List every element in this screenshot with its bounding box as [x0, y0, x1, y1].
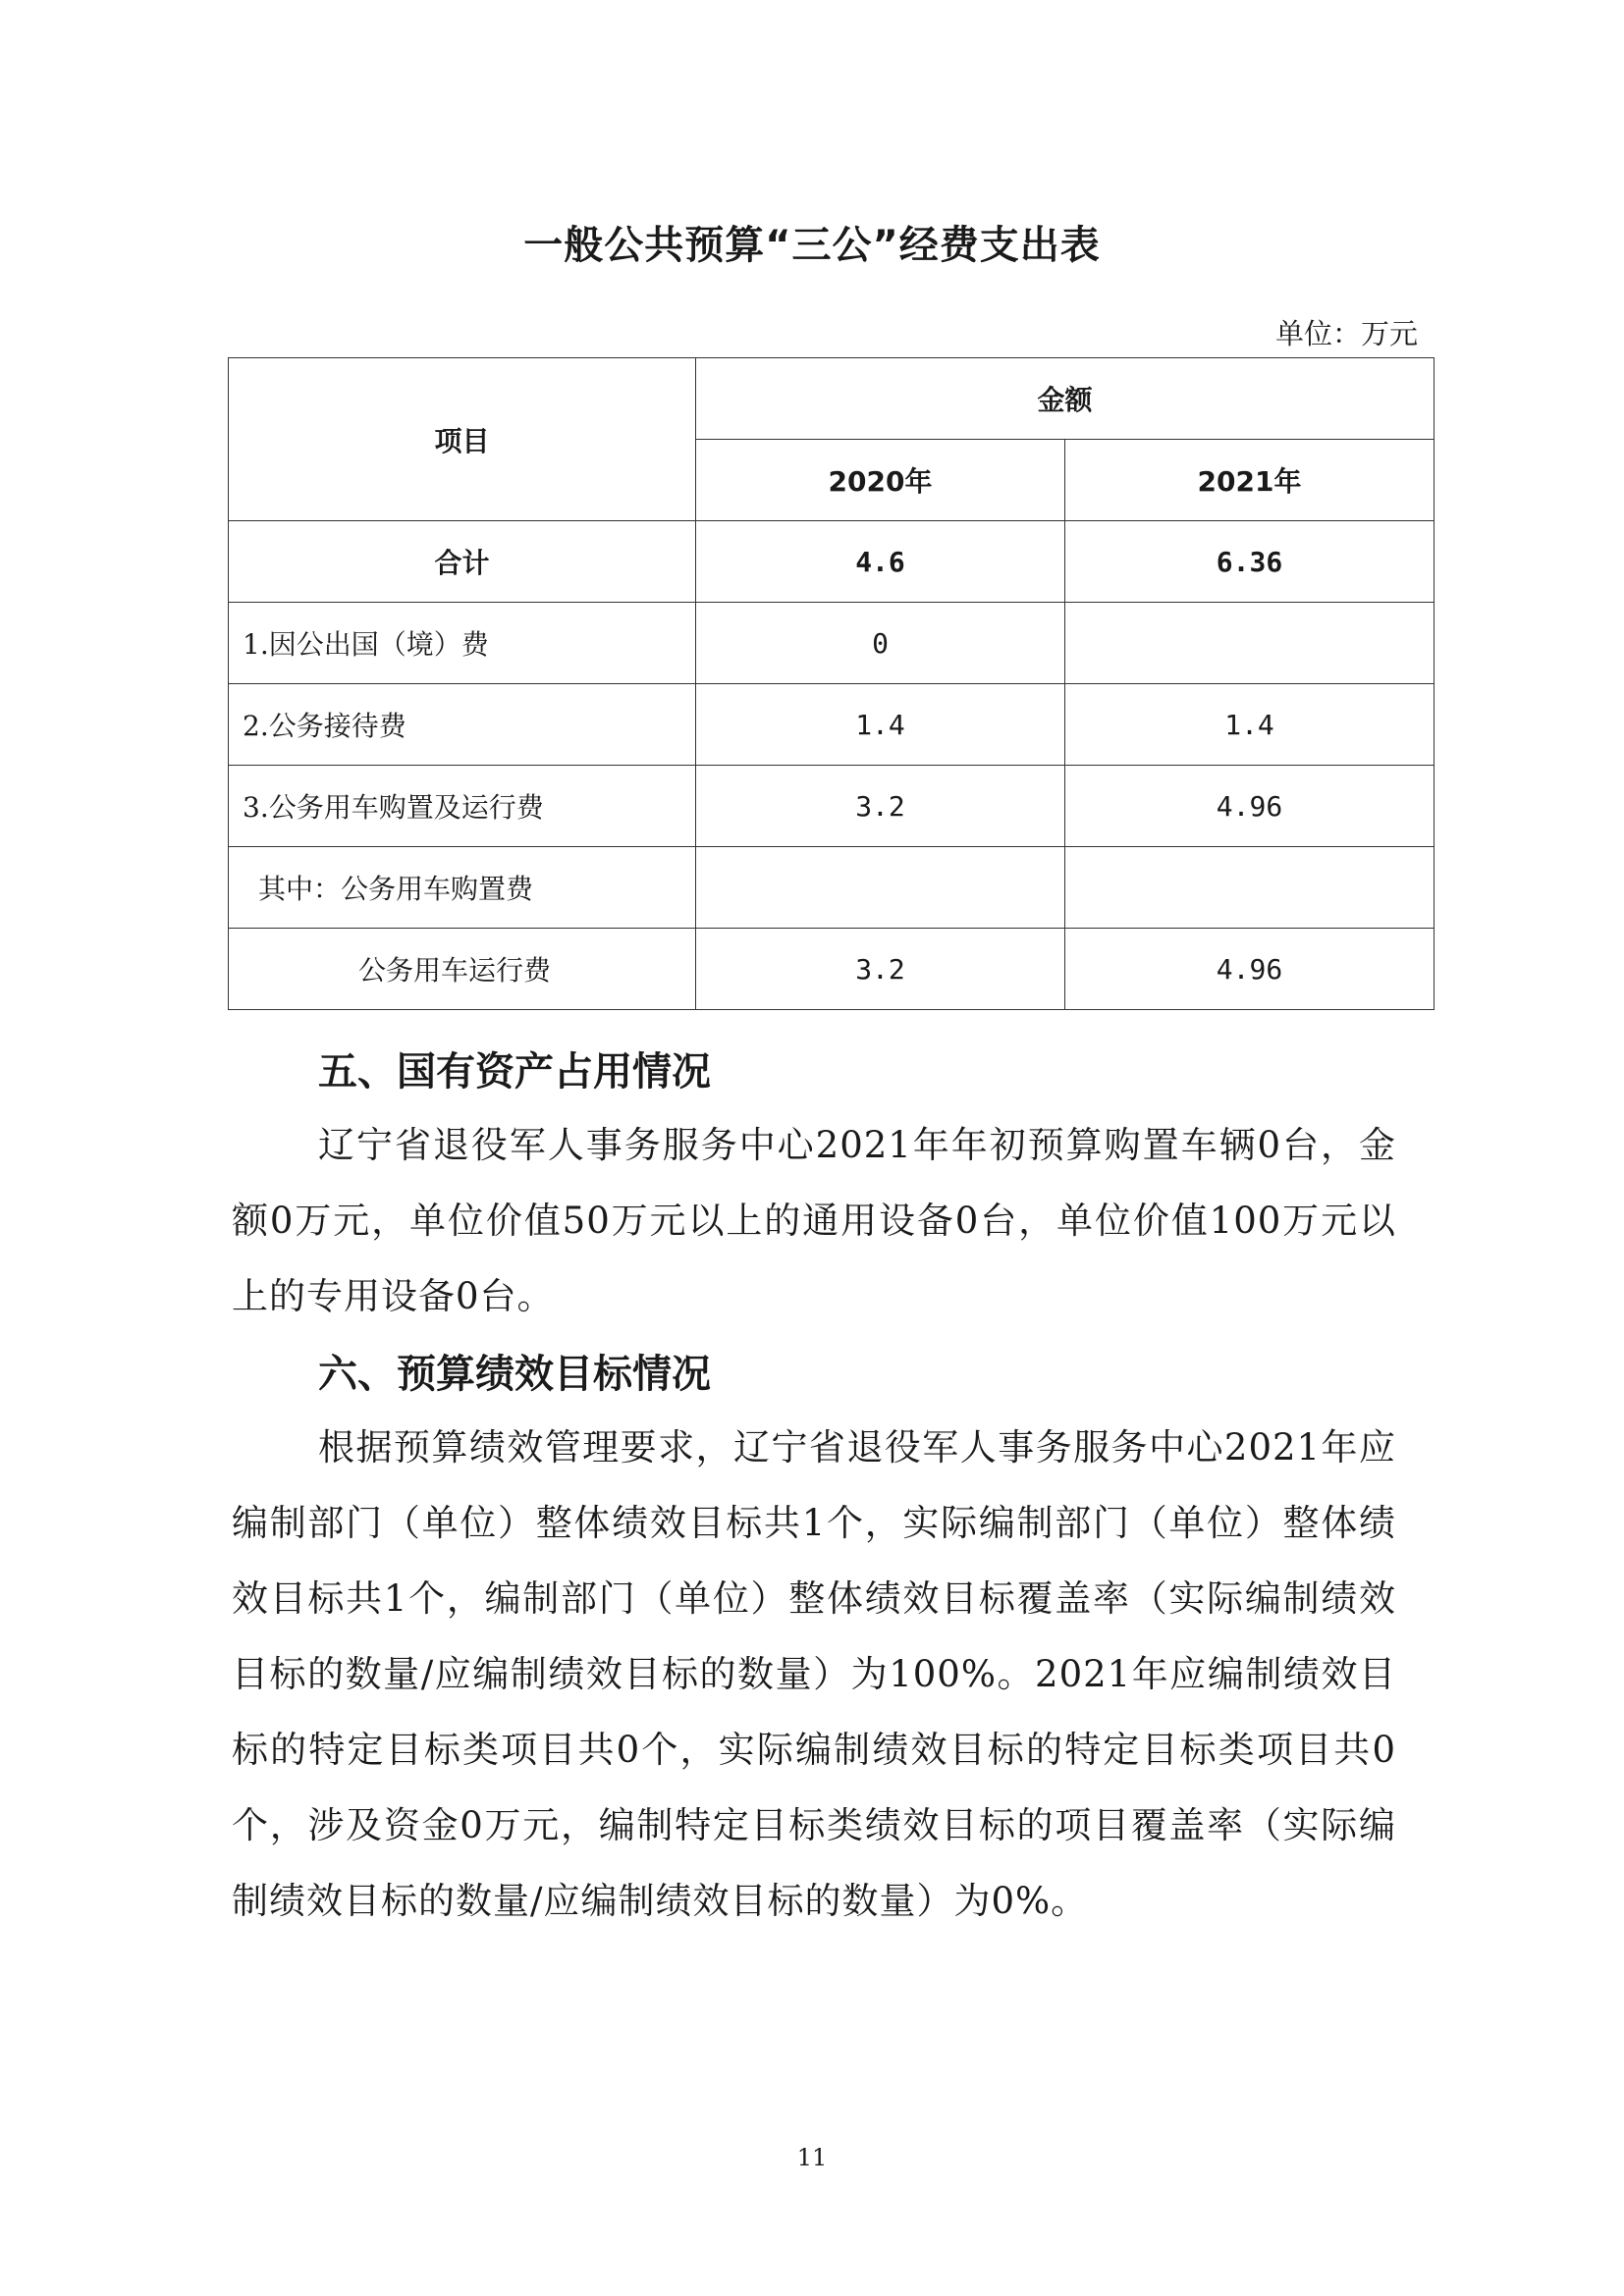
header-amount: 金额 — [696, 358, 1435, 440]
row-value-2021: 1.4 — [1065, 684, 1435, 766]
row-label: 1.因公出国（境）费 — [229, 603, 696, 684]
row-value-2021: 4.96 — [1065, 766, 1435, 847]
table-row — [229, 521, 1435, 603]
row-total-2020: 4.6 — [696, 521, 1065, 603]
row-label: 其中：公务用车购置费 — [229, 847, 696, 929]
table-title: 一般公共预算“三公”经费支出表 — [523, 223, 1101, 268]
section-6-heading: 六、预算绩效目标情况 — [318, 1352, 711, 1397]
table-row — [229, 929, 1435, 1010]
row-total-2021: 6.36 — [1065, 521, 1435, 603]
table-row — [229, 847, 1435, 929]
page-number: 11 — [796, 2144, 828, 2171]
header-year-2020: 2020年 — [696, 440, 1065, 521]
unit-label: 单位：万元 — [1274, 317, 1418, 350]
header-item: 项目 — [229, 358, 696, 521]
row-value-2020 — [696, 847, 1065, 929]
row-value-2021 — [1065, 603, 1435, 684]
row-label: 3.公务用车购置及运行费 — [229, 766, 696, 847]
row-value-2020: 0 — [696, 603, 1065, 684]
row-value-2020: 3.2 — [696, 766, 1065, 847]
section-5-paragraph: 辽宁省退役军人事务服务中心2021年年初预算购置车辆0台，金额0万元，单位价值50万元以上的通用设备0台，单位价值100万元以上的专用设备0台。 — [232, 1124, 1396, 1317]
section-5-heading: 五、国有资产占用情况 — [318, 1049, 711, 1095]
row-label: 2.公务接待费 — [229, 684, 696, 766]
header-year-2021: 2021年 — [1065, 440, 1435, 521]
table-header-row — [229, 358, 1435, 440]
row-label-total: 合计 — [229, 521, 696, 603]
row-value-2021: 4.96 — [1065, 929, 1435, 1010]
table-row — [229, 766, 1435, 847]
row-value-2020: 1.4 — [696, 684, 1065, 766]
table-row — [229, 603, 1435, 684]
section-6-paragraph: 根据预算绩效管理要求，辽宁省退役军人事务服务中心2021年应编制部门（单位）整体绩效目标共1个，实际编制部门（单位）整体绩效目标共1个，编制部门（单位）整体绩效目标覆盖率（实际编制绩效目标的数量/应编制绩效目标的数量）为100%。2021年应编制绩效目标的特定目标类项目共0个，实际编制绩效目标的特定目标类项目共0个，涉及资金0万元，编制特定目标类绩效目标的项目覆盖率（实际编制绩效目标的数量/应编制绩效目标的数量）为0%。 — [232, 1426, 1396, 1922]
three-public-expenses-table — [228, 357, 1435, 1010]
row-value-2020: 3.2 — [696, 929, 1065, 1010]
row-value-2021 — [1065, 847, 1435, 929]
table-row — [229, 684, 1435, 766]
row-label: 公务用车运行费 — [229, 929, 696, 1010]
